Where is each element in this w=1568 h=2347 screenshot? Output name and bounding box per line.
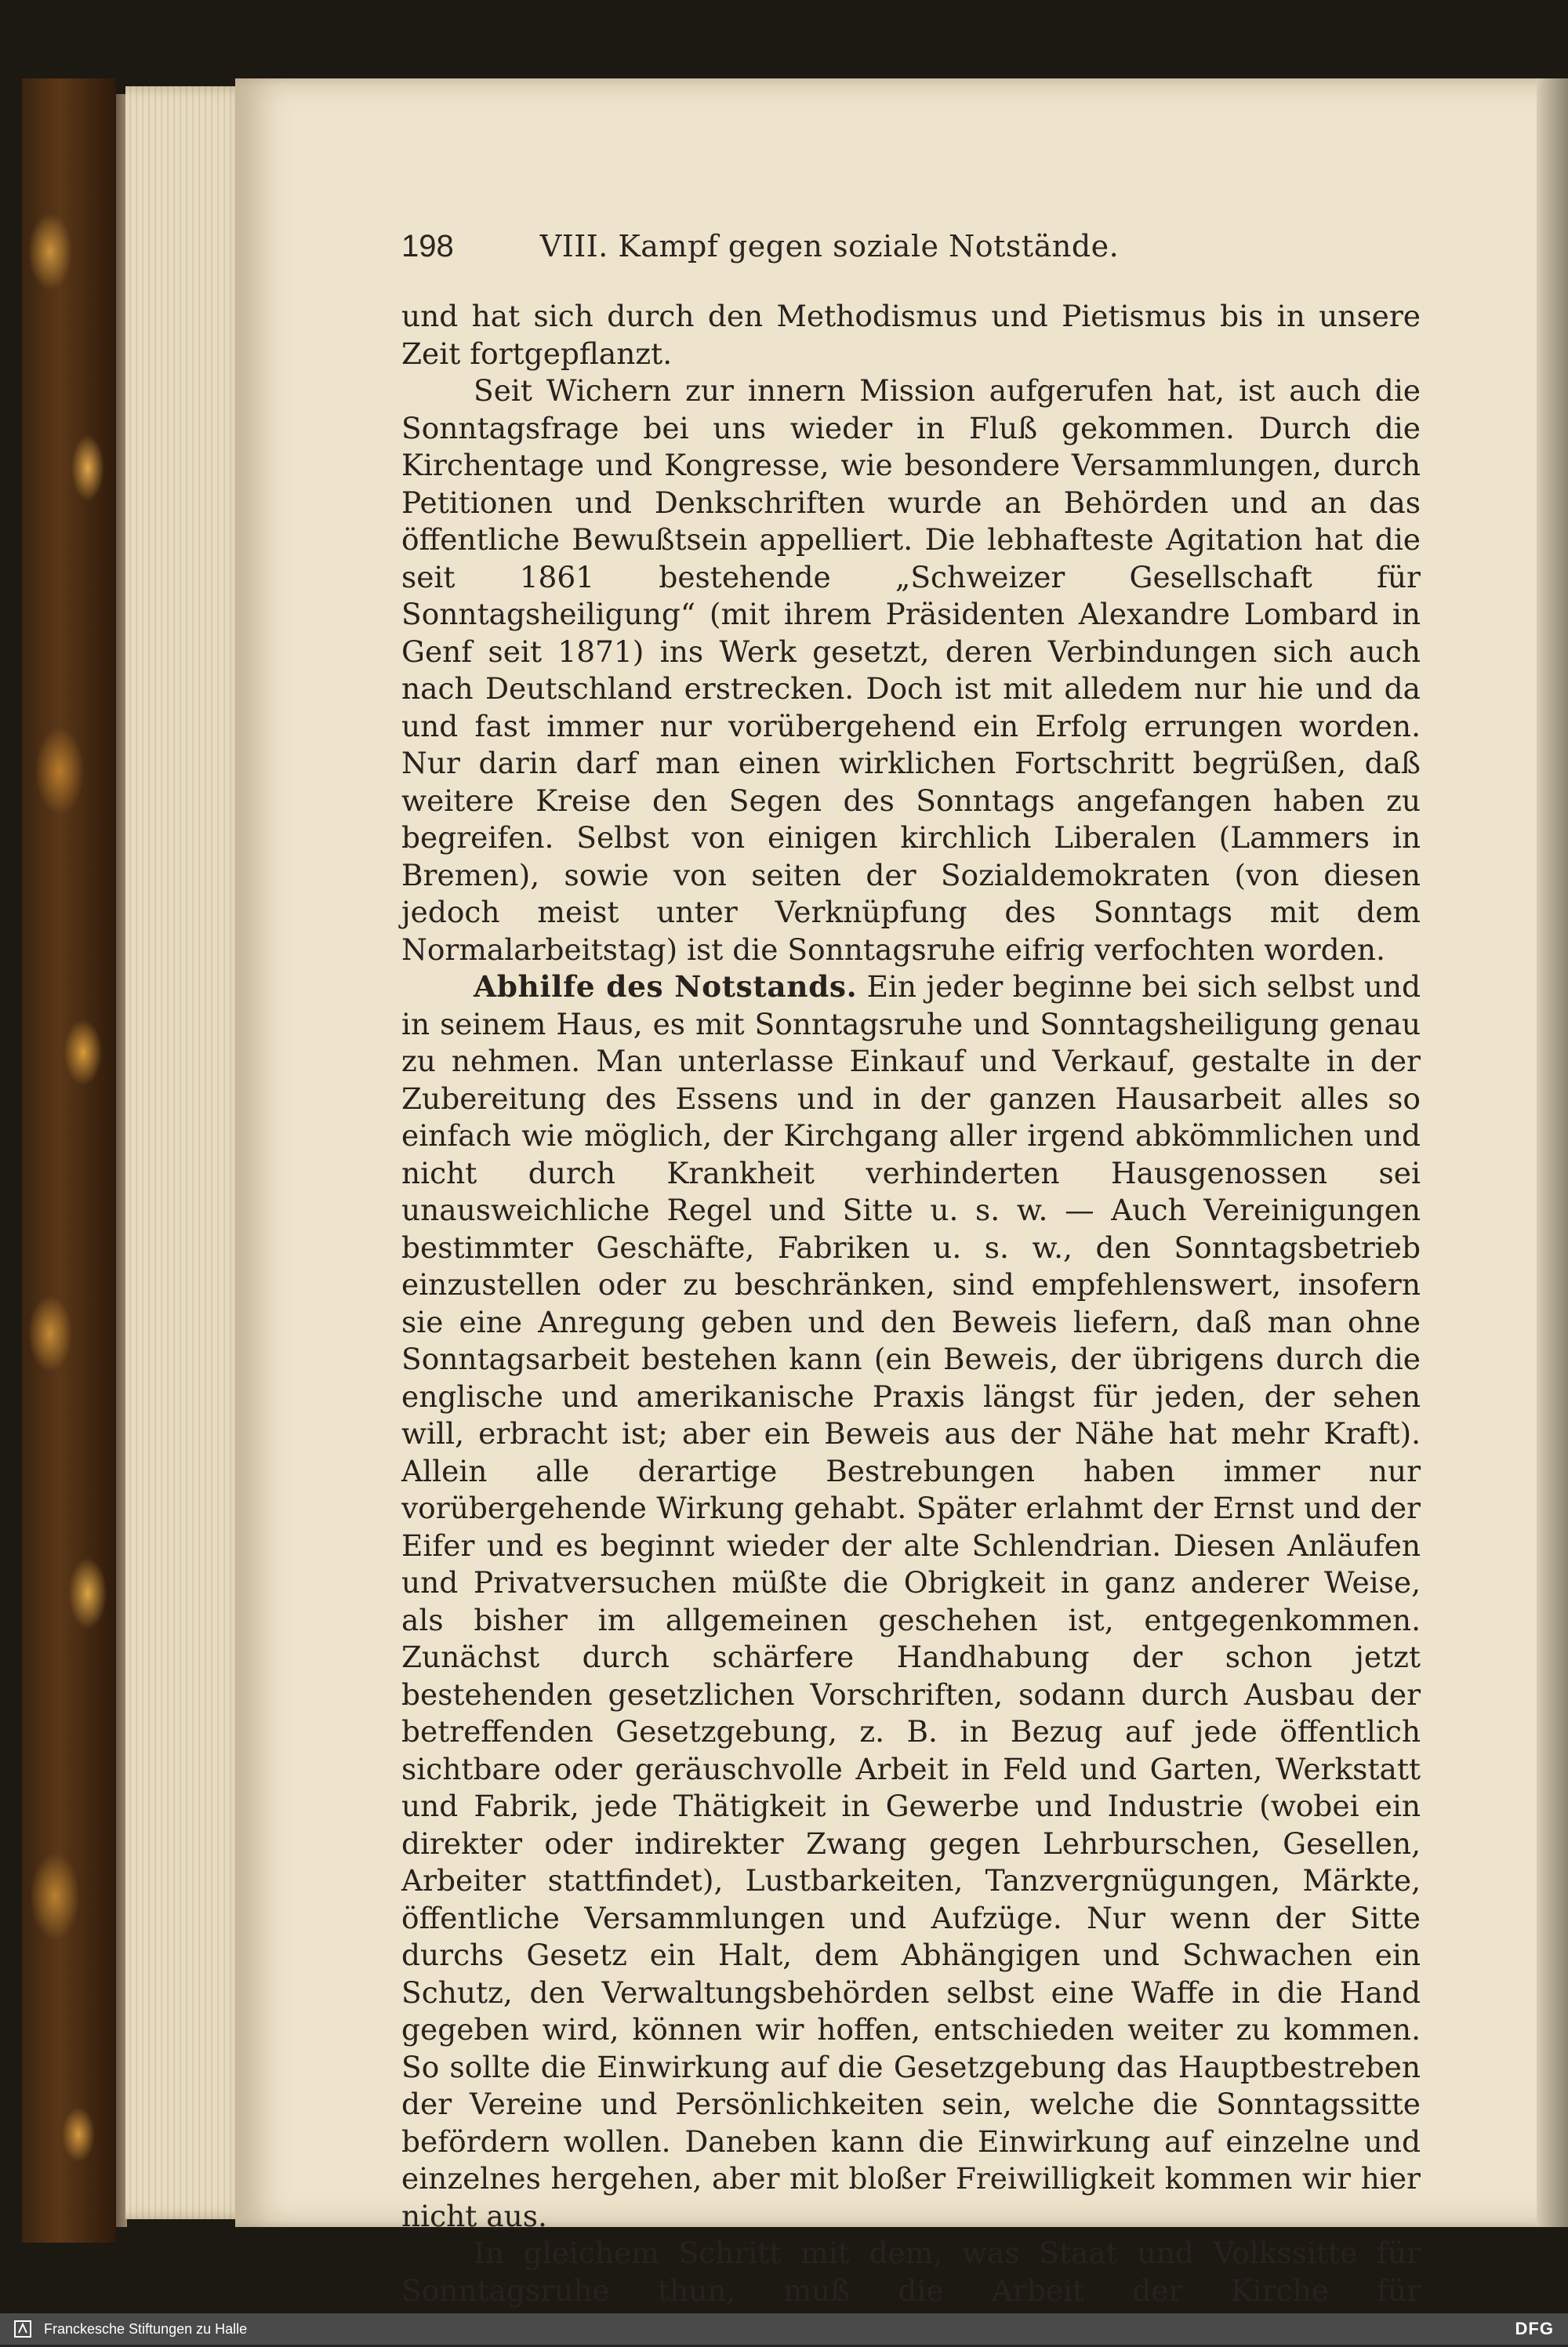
viewer-footer — [0, 2313, 1568, 2345]
paragraph-3-text: Ein jeder beginne bei sich selbst und in seinem Haus, es mit Sonntagsruhe und Sonntagsheiligung genau zu nehmen. Man unterlasse Einkauf und Verkauf, gestalte in der Zubereitung des Essens und in der ganzen Hausarbeit alles so einfach wie möglich, der Kirchgang aller irgend abkömmlichen und nicht durch Krankheit verhinderten Hausgenossen sei unausweichliche Regel und Sitte u. s. w. — Auch Vereinigungen bestimmter Geschäfte, Fabriken u. s. w., den Sonntagsbetrieb einzustellen oder zu beschränken, sind empfehlenswert, insofern sie eine Anregung geben und den Beweis liefern, daß man ohne Sonntagsarbeit bestehen kann (ein Beweis, der übrigens durch die englische und amerikanische Praxis längst für jeden, der sehen will, erbracht ist; aber ein Beweis aus der Nähe hat mehr Kraft). Allein alle derartige Bestrebungen haben immer nur vorübergehende Wirkung gehabt. Später erlahmt der Ernst und der Eifer und es beginnt wieder der alte Schlendrian. Diesen Anläufen und Privatversuchen müßte die Obrigkeit in ganz anderer Weise, als bisher im allgemeinen geschehen ist, entgegenkommen. Zunächst durch schärfere Handhabung der schon jetzt bestehenden gesetzlichen Vorschriften, sodann durch Ausbau der betreffenden Gesetzgebung, z. B. in Bezug auf jede öffentlich sichtbare oder geräuschvolle Arbeit in Feld und Garten, Werkstatt und Fabrik, jede Thätigkeit in Gewerbe und Industrie (wobei ein direkter oder indirekter Zwang gegen Lehrburschen, Gesellen, Arbeiter stattfindet), Lustbarkeiten, Tanzvergnügungen, Märkte, öffentliche Versammlungen und Aufzüge. Nur wenn der Sitte durchs Gesetz ein Halt, dem Abhängigen und Schwachen ein Schutz, den Verwaltungsbehörden selbst eine Waffe in die Hand gegeben wird, können wir hoffen, entschieden weiter zu kommen. So sollte die Einwirkung auf die Gesetzgebung das Hauptbestreben der Vereine und Persönlichkeiten sein, welche die Sonntagssitte befördern wollen. Daneben kann die Einwirkung auf einzelne und einzelnes hergehen, aber mit bloßer Freiwilligkeit kommen wir hier nicht aus. — [401, 969, 1421, 2233]
page-edges — [125, 86, 251, 2219]
paragraph-1: und hat sich durch den Methodismus und Pietismus bis in unsere Zeit fortgepflanzt. — [401, 299, 1421, 371]
institution-name: Franckesche Stiftungen zu Halle — [44, 2320, 248, 2337]
section-heading: Abhilfe des Notstands. — [474, 969, 858, 1004]
page-number: 198 — [401, 229, 454, 263]
francke-logo-icon — [11, 2317, 34, 2341]
paragraph-3 — [401, 968, 1421, 2235]
running-title: VIII. Kampf gegen soziale Notstände. — [539, 229, 1120, 263]
page-right-edge — [1537, 78, 1568, 2227]
page-body — [401, 298, 1421, 2347]
paragraph-4: In gleichem Schritt mit dem, was Staat und Volkssitte für Sonntagsruhe thun, muß die Arbeit der Kirche für — [401, 2236, 1421, 2308]
dfg-logo: DFG — [1515, 2319, 1554, 2338]
paragraph-2: Seit Wichern zur innern Mission aufgerufen hat, ist auch die Sonntagsfrage bei uns wieder in Fluß gekommen. Durch die Kirchentage und Kongresse, wie besondere Versammlungen, durch Petitionen und Denkschriften wurde an Behörden und an das öffentliche Bewußtsein appelliert. Die lebhafteste Agitation hat die seit 1861 bestehende „Schweizer Gesellschaft für Sonntagsheiligung“ (mit ihrem Präsidenten Alexandre Lombard in Genf seit 1871) ins Werk gesetzt, deren Verbindungen sich auch nach Deutschland erstrecken. Doch ist mit alledem nur hie und da und fast immer nur vorübergehend ein Erfolg errungen worden. Nur darin darf man einen wirklichen Fortschritt begrüßen, daß weitere Kreise den Segen des Sonntags angefangen haben zu begreifen. Selbst von einigen kirchlich Liberalen (Lammers in Bremen), sowie von seiten der Sozialdemokraten (von diesen jedoch meist unter Verknüpfung des Sonntags mit dem Normalarbeitstag) ist die Sonntagsruhe eifrig verfochten worden. — [401, 373, 1421, 967]
marbled-cover — [22, 78, 116, 2243]
page-header — [401, 229, 1421, 264]
